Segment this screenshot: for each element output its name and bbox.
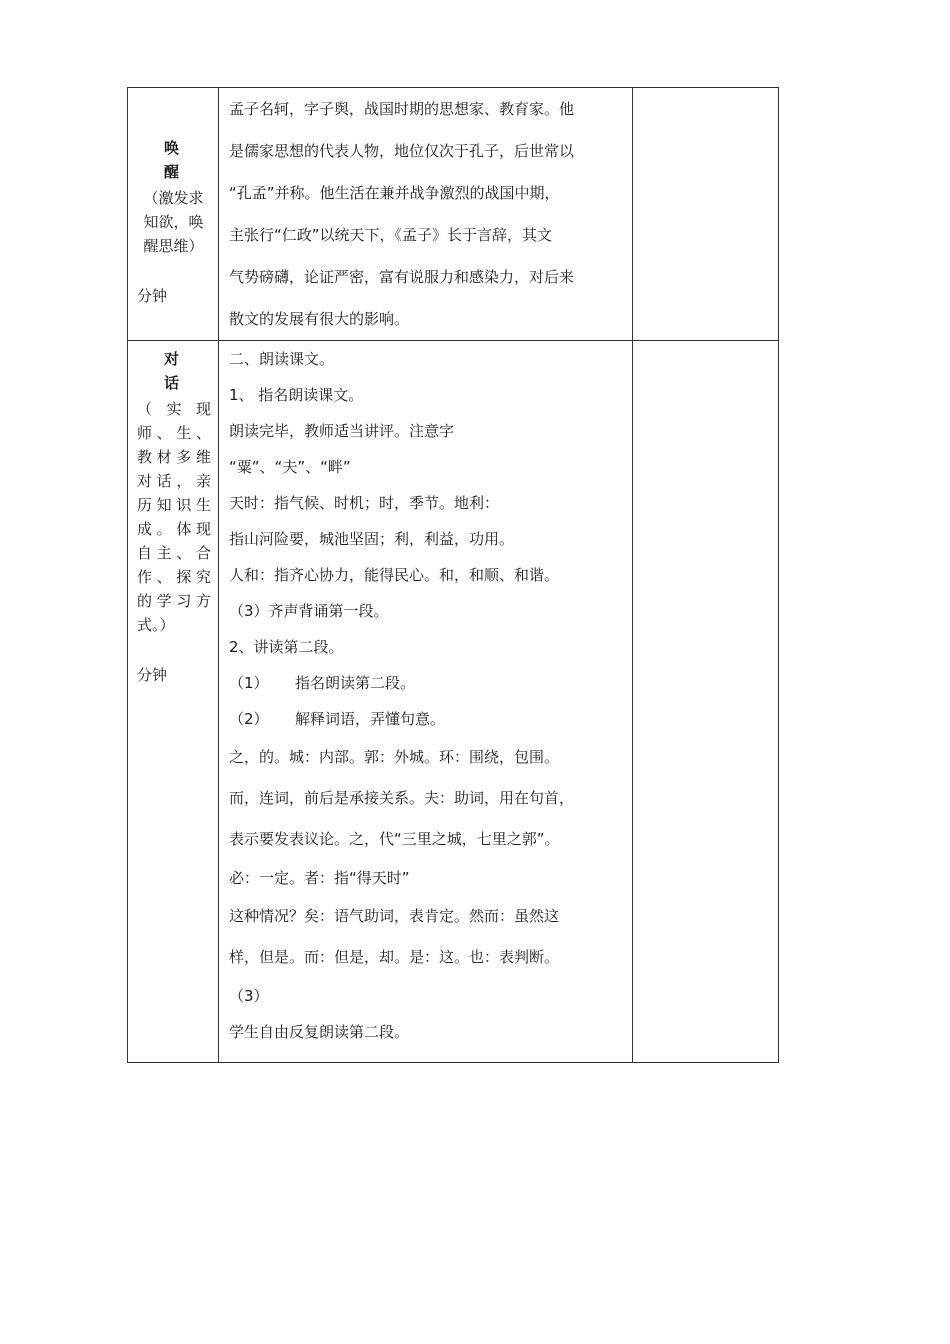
content-line: [229, 701, 622, 737]
item-text: 解释词语，弄懂句意。: [295, 710, 446, 728]
table-row: [128, 88, 779, 341]
stage-description-line: 成。体现: [137, 520, 211, 538]
notes-cell: [633, 88, 779, 341]
content-line: （3）: [229, 987, 269, 1005]
content-line: 孟子名轲，字子舆，战国时期的思想家、教育家。他: [229, 100, 575, 118]
content-line: 学生自由反复朗读第二段。: [229, 1023, 410, 1041]
stage-description-line: 的学习方: [137, 592, 211, 610]
content-line: 二、朗读课文。: [229, 350, 335, 368]
content-line: 样，但是。而：但是，却。是：这。也：表判断。: [229, 948, 560, 966]
content-cell: [219, 88, 633, 341]
stage-cell: [128, 341, 219, 1063]
content-line: 天时：指气候、时机；时，季节。地利：: [229, 494, 500, 512]
lesson-plan-table: [127, 87, 779, 1063]
content-line: 朗读完毕，教师适当讲评。注意字: [229, 422, 455, 440]
content-line: 之，的。城：内部。郭：外城。环：围绕，包围。: [229, 748, 560, 766]
stage-title: 唤 醒: [163, 139, 193, 181]
item-number: （1）: [229, 674, 269, 692]
item-number: （2）: [229, 710, 269, 728]
content-cell: [219, 341, 633, 1063]
stage-description-line: 教材多维: [137, 448, 211, 466]
notes-cell: [633, 341, 779, 1063]
content-line: 散文的发展有很大的影响。: [229, 310, 410, 328]
content-line: 表示要发表议论。之，代“三里之城，七里之郭”。: [229, 830, 560, 848]
stage-description-line: （ 实 现: [137, 400, 211, 418]
content-line: （3）齐声背诵第一段。: [229, 602, 389, 620]
minutes-label: 分钟: [137, 666, 168, 684]
content-line: 这种情况？矣：语气助词，表肯定。然而：虽然这: [229, 907, 560, 925]
stage-description-line: 式。）: [137, 616, 175, 634]
table-row: [128, 341, 779, 1063]
content-line: 1、 指名朗读课文。: [229, 386, 364, 404]
content-line: 是儒家思想的代表人物，地位仅次于孔子，后世常以: [229, 142, 575, 160]
content-line: 2、讲读第二段。: [229, 638, 344, 656]
content-line: 气势磅礴，论证严密，富有说服力和感染力，对后来: [229, 268, 575, 286]
content-line: 而，连词，前后是承接关系。夫：助词，用在句首，: [229, 789, 575, 807]
stage-description-line: 作、探究: [137, 568, 211, 586]
stage-cell: [128, 88, 219, 341]
content-line: “孔孟”并称。他生活在兼并战争激烈的战国中期，: [229, 184, 560, 202]
stage-description-line: 师、生、: [137, 424, 211, 442]
content-line: “粟”、“夫”、“畔”: [229, 458, 351, 476]
stage-description-line: 对话，亲: [137, 472, 211, 490]
content-line: [229, 665, 622, 701]
item-text: 指名朗读第二段。: [295, 674, 416, 692]
content-line: 必：一定。者：指“得天时”: [229, 869, 410, 887]
stage-description-line: 自主、合: [137, 544, 211, 562]
minutes-label: 分钟: [137, 287, 168, 305]
stage-description-line: 历知识生: [137, 496, 211, 514]
content-line: 人和：指齐心协力，能得民心。和，和顺、和谐。: [229, 566, 560, 584]
content-line: 指山河险要，城池坚固；利，利益，功用。: [229, 530, 515, 548]
content-line: 主张行“仁政”以统天下，《孟子》长于言辞，其文: [229, 226, 553, 244]
stage-description: （激发求知欲，唤醒思维）: [143, 189, 204, 255]
stage-title: 对 话: [163, 350, 193, 392]
